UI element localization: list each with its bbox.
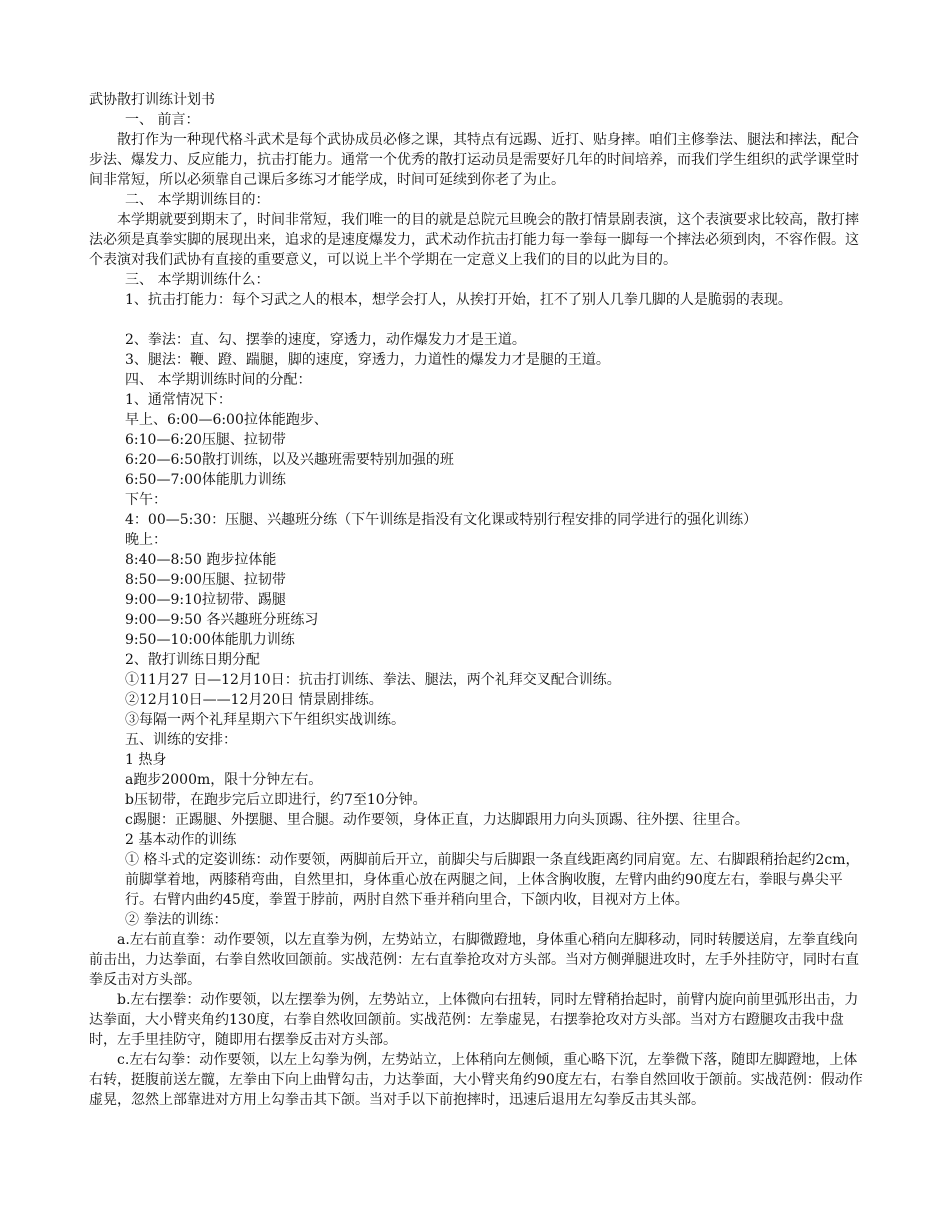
paragraph: 9:00—9:50 各兴趣班分班练习 <box>125 612 319 628</box>
paragraph: 散打作为一种现代格斗武术是每个武协成员必修之课，其特点有远踢、近打、贴身摔。咱们主修拳法、腿法和摔法，配合步法、爆发力、反应能力，抗击打能力。通常一个优秀的散打运动员是需要好几年的时间培养，而我们学生组织的武学课堂时间非常短，所以必须靠自己课后多练习才能学成，时间可延续到你老了为止。 <box>89 132 859 188</box>
paragraph: 6:20—6:50散打训练，以及兴趣班需要特别加强的班 <box>125 452 454 468</box>
paragraph: 2 基本动作的训练 <box>125 832 237 848</box>
paragraph: 本学期就要到期末了，时间非常短，我们唯一的目的就是总院元旦晚会的散打情景剧表演，这个表演要求比较高，散打摔法必须是真拳实脚的展现出来，追求的是速度爆发力，武术动作抗击打能力每一拳每一脚每一个摔法必须到肉，不容作假。这个表演对我们武协有直接的重要意义，可以说上半个学期在一定意义上我们的目的以此为目的。 <box>89 212 859 268</box>
paragraph: a.左右前直拳：动作要领，以左直拳为例，左势站立，右脚微蹬地，身体重心稍向左脚移动，同时转腰送肩，左拳直线向前击出，力达拳面，右拳自然收回颌前。实战范例：左右直拳抢攻对方头部。当对方侧弹腿进攻时，左手外挂防守，同时右直拳反击对方头部。 <box>89 932 859 988</box>
paragraph: 2、拳法：直、勾、摆拳的速度，穿透力，动作爆发力才是王道。 <box>125 332 526 348</box>
paragraph: c.左右勾拳：动作要领，以左上勾拳为例，左势站立，上体稍向左侧倾，重心略下沉，左拳微下落，随即左脚蹬地，上体右转，挺腹前送左髋，左拳由下向上曲臂勾击，力达拳面，大小臂夹角约90度左右，右拳自然回收于颌前。实战范例：假动作虚晃，忽然上部靠进对方用上勾拳击其下颌。当对手以下前抱摔时，迅速后退用左勾拳反击其头部。 <box>89 1052 863 1108</box>
paragraph: 6:10—6:20压腿、拉韧带 <box>125 432 286 448</box>
paragraph: ② 拳法的训练： <box>125 912 228 928</box>
paragraph: ③每隔一两个礼拜星期六下午组织实战训练。 <box>125 712 405 728</box>
paragraph: ②12月10日——12月20日 情景剧排练。 <box>125 692 383 708</box>
document-body <box>89 90 864 1110</box>
paragraph: 9:50—10:00体能肌力训练 <box>125 632 295 648</box>
blank-line <box>89 310 864 330</box>
paragraph: 五、训练的安排： <box>125 732 237 748</box>
paragraph: 四、 本学期训练时间的分配： <box>125 372 312 388</box>
paragraph: b压韧带，在跑步完后立即进行，约7至10分钟。 <box>125 792 427 808</box>
paragraph: ①11月27 日—12月10日：抗击打训练、拳法、腿法，两个礼拜交叉配合训练。 <box>125 672 621 688</box>
paragraph: 4：00—5:30：压腿、兴趣班分练（下午训练是指没有文化课或特别行程安排的同学进行的强化训练） <box>125 512 758 528</box>
document-lines <box>89 110 864 1110</box>
paragraph: 二、 本学期训练目的： <box>125 192 270 208</box>
paragraph: 8:40—8:50 跑步拉体能 <box>125 552 277 568</box>
paragraph: a跑步2000m，限十分钟左右。 <box>125 772 323 788</box>
paragraph: c踢腿：正踢腿、外摆腿、里合腿。动作要领，身体正直，力达脚跟用力向头顶踢、往外摆、往里合。 <box>125 812 749 828</box>
paragraph: 晚上： <box>125 532 167 548</box>
paragraph: 早上、6:00—6:00拉体能跑步、 <box>125 412 328 428</box>
paragraph: 一、 前言： <box>125 112 200 128</box>
paragraph: 8:50—9:00压腿、拉韧带 <box>125 572 286 588</box>
paragraph: 3、腿法：鞭、蹬、踹腿，脚的速度，穿透力，力道性的爆发力才是腿的王道。 <box>125 352 610 368</box>
paragraph: 1、通常情况下： <box>125 392 232 408</box>
paragraph: ① 格斗式的定姿训练：动作要领，两脚前后开立，前脚尖与后脚跟一条直线距离约同肩宽。左、右脚跟稍抬起约2cm，前脚掌着地，两膝稍弯曲，自然里扣，身体重心放在两腿之间，上体含胸收腹，左臂内曲约90度左右，拳眼与鼻尖平行。右臂内曲约45度，拳置于脖前，两肘自然下垂并稍向里合，下颌内收，目视对方上体。 <box>125 852 860 908</box>
paragraph: 2、散打训练日期分配 <box>125 652 260 668</box>
paragraph: 三、 本学期训练什么： <box>125 272 270 288</box>
paragraph: 下午： <box>125 492 167 508</box>
paragraph: b.左右摆拳：动作要领，以左摆拳为例，左势站立，上体微向右扭转，同时左臂稍抬起时，前臂内旋向前里弧形出击，力达拳面，大小臂夹角约130度，右拳自然收回颌前。实战范例：左拳虚晃，右摆拳抢攻对方头部。当对方右蹬腿攻击我中盘时，左手里挂防守，随即用右摆拳反击对方头部。 <box>89 992 859 1048</box>
paragraph: 1、抗击打能力：每个习武之人的根本，想学会打人，从挨打开始，扛不了别人几拳几脚的人是脆弱的表现。 <box>125 292 792 308</box>
document-title: 武协散打训练计划书 <box>89 92 215 108</box>
paragraph: 1 热身 <box>125 752 167 768</box>
paragraph: 9:00—9:10拉韧带、踢腿 <box>125 592 286 608</box>
paragraph: 6:50—7:00体能肌力训练 <box>125 472 286 488</box>
